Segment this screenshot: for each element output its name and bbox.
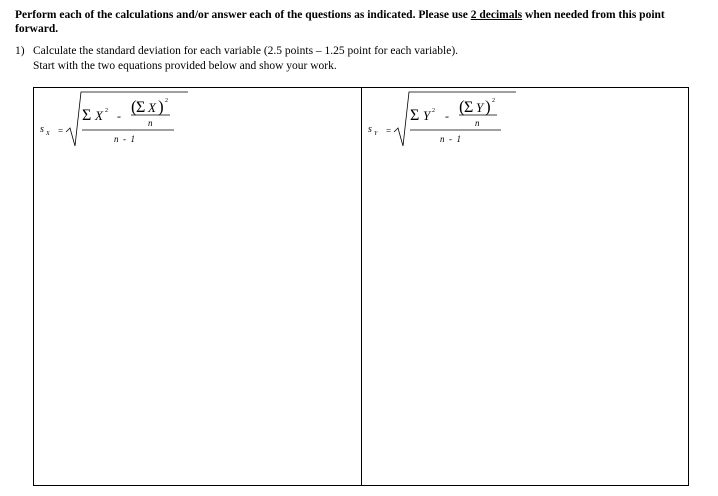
formula-sx-var: X bbox=[95, 108, 103, 123]
question-number: 1) bbox=[15, 45, 25, 57]
formula-sx-lhs: s bbox=[40, 124, 44, 135]
formula-sx-sigma: Σ bbox=[82, 107, 92, 124]
instructions-text-1: Perform each of the calculations and/or answer each of the questions as indicated. Please use bbox=[15, 9, 471, 21]
question-line-1: Calculate the standard deviation for each variable (2.5 points – 1.25 point for each variable). bbox=[33, 45, 459, 57]
formula-sy-paren-close: ) bbox=[485, 97, 491, 116]
formula-sy-sub: Y bbox=[374, 131, 378, 137]
formula-sy-sigma: Σ bbox=[410, 107, 420, 124]
formula-sy-var: Y bbox=[423, 108, 431, 123]
formula-sy-eq: = bbox=[386, 126, 392, 136]
formula-sx-denominator: n - 1 bbox=[114, 134, 135, 144]
formula-sy-sq-2: 2 bbox=[492, 98, 495, 104]
formula-sx-paren-close: ) bbox=[158, 97, 164, 116]
formula-sy-minus: - bbox=[445, 109, 449, 123]
work-area-divider bbox=[361, 87, 362, 486]
formula-sy-sq: 2 bbox=[432, 108, 435, 114]
formula-sx-sq-2: 2 bbox=[165, 98, 168, 104]
formula-sx-minus: - bbox=[117, 109, 121, 123]
formula-sy-sigma-2: Σ bbox=[464, 99, 474, 116]
formula-sy bbox=[366, 90, 516, 150]
instructions bbox=[15, 8, 705, 36]
formula-sx-eq: = bbox=[58, 126, 64, 136]
formula-sx-sigma-2: Σ bbox=[136, 99, 146, 116]
formula-sx-paren-open: ( bbox=[131, 97, 137, 116]
formula-sx bbox=[38, 90, 188, 150]
formula-sx-var-2: X bbox=[148, 100, 156, 115]
instructions-text-2: when needed from this point forward. bbox=[15, 9, 665, 35]
formula-sx-sub: X bbox=[46, 131, 50, 137]
formula-sx-n: n bbox=[148, 118, 153, 128]
question-line-2: Start with the two equations provided below and show your work. bbox=[33, 60, 337, 72]
formula-sy-var-2: Y bbox=[476, 100, 484, 115]
formula-sy-lhs: s bbox=[368, 124, 372, 135]
formula-sy-denominator: n - 1 bbox=[440, 134, 461, 144]
formula-sx-sq: 2 bbox=[105, 108, 108, 114]
instructions-decimals: 2 decimals bbox=[470, 9, 523, 21]
formula-sy-n: n bbox=[475, 118, 480, 128]
formula-sy-paren-open: ( bbox=[459, 97, 465, 116]
